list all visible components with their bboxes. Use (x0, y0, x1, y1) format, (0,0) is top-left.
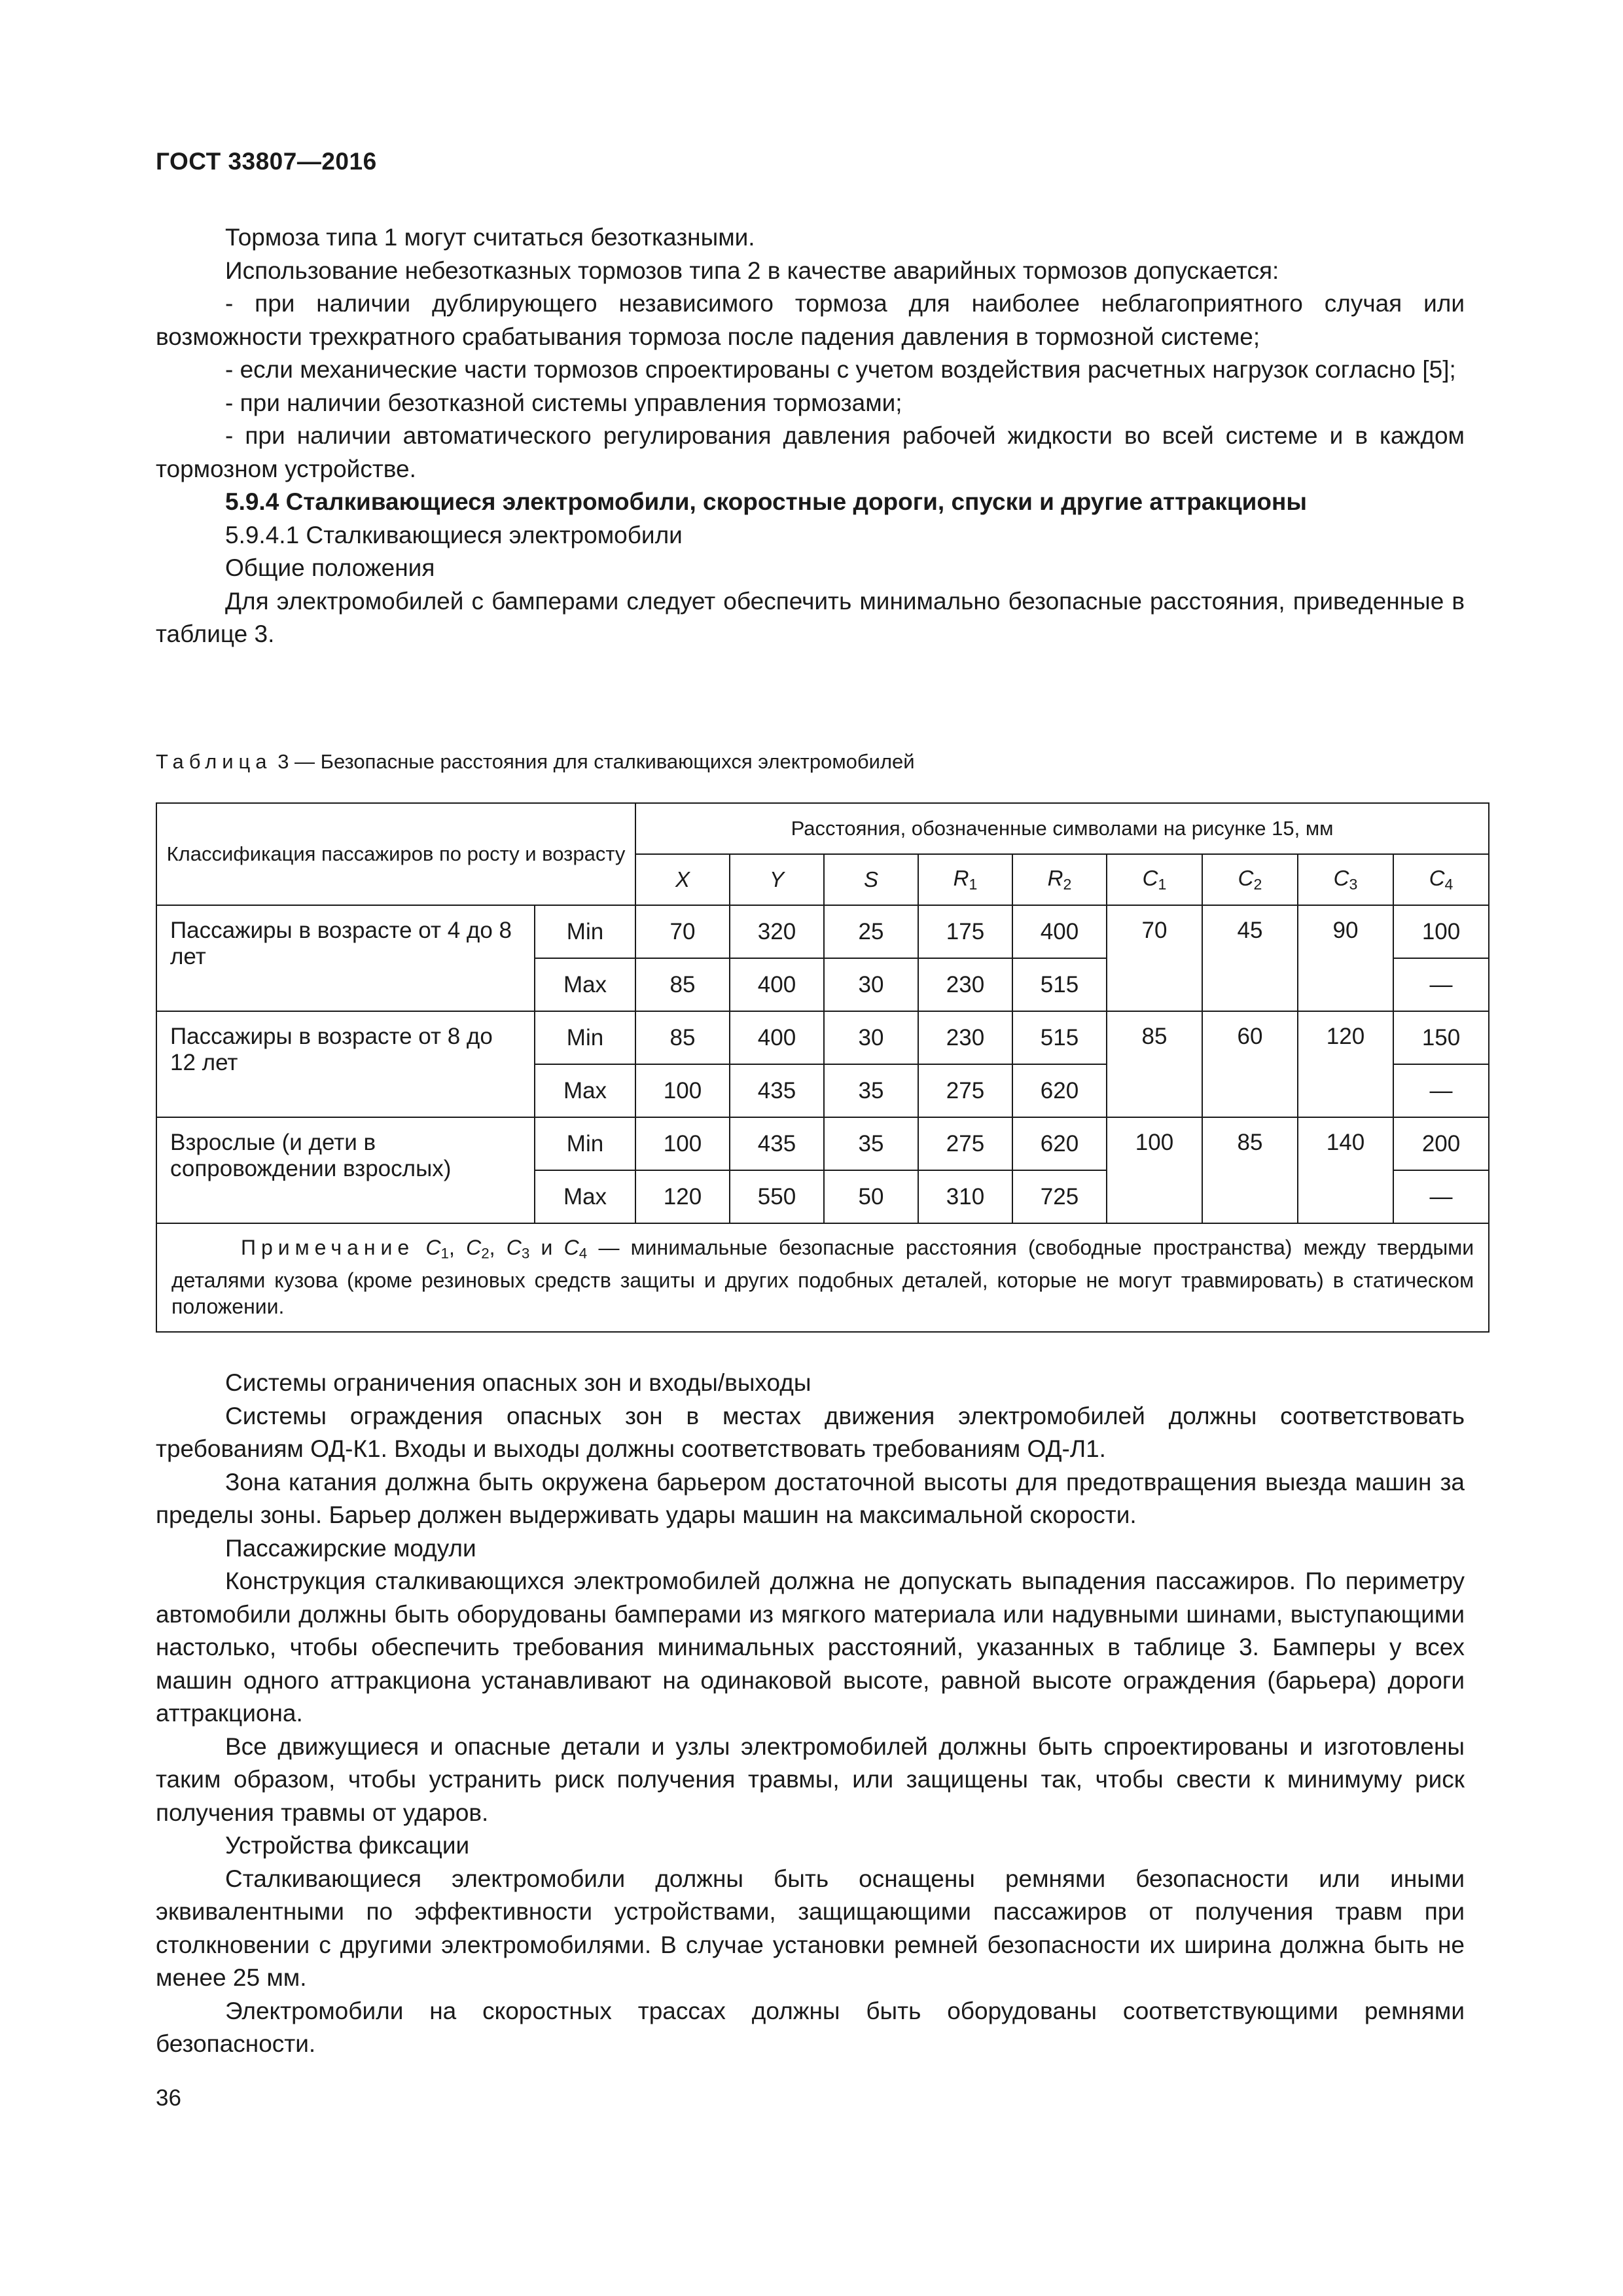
page-number: 36 (156, 2085, 181, 2111)
max-label: Max (535, 958, 635, 1011)
table-cell: 400 (730, 1011, 824, 1064)
table-cell: 200 (1393, 1117, 1489, 1170)
column-header: $R_1$ (918, 854, 1012, 905)
list-item: - при наличии безотказной системы управления тормозами; (225, 389, 902, 416)
table-cell: — (1393, 1064, 1489, 1117)
table-cell: 85 (635, 1011, 730, 1064)
max-label: Max (535, 1064, 635, 1117)
table-cell: 275 (918, 1064, 1012, 1117)
table-cell: 620 (1012, 1117, 1107, 1170)
dist-header: Расстояния, обозначенные символами на рисунке 15, мм (635, 803, 1489, 854)
note-word: Примечание (241, 1236, 415, 1259)
min-label: Min (535, 1117, 635, 1170)
table-cell: 35 (824, 1064, 918, 1117)
paragraph: Использование небезотказных тормозов типа 2 в качестве аварийных тормозов допускается: (225, 257, 1279, 284)
subheading: Устройства фиксации (225, 1832, 470, 1859)
table-cell: 100 (1107, 1117, 1202, 1223)
table-cell: — (1393, 958, 1489, 1011)
table-cell: 515 (1012, 958, 1107, 1011)
table-cell: 515 (1012, 1011, 1107, 1064)
table-cell: 30 (824, 1011, 918, 1064)
document-header: ГОСТ 33807—2016 (156, 148, 377, 175)
paragraph: Зона катания должна быть окружена барьером достаточной высоты для предотвращения выезда машин за пределы зоны. Барьер должен выдерживать удары машин на максимальной скорости. (156, 1468, 1465, 1528)
paragraph: Сталкивающиеся электромобили должны быть оснащены ремнями безопасности или иными эквивалентными по эффективности устройствами, защищающими пассажиров от получения травм при столкновении с другими электромобилями. В случае установки ремней безопасности их ширина должна быть не менее 25 мм. (156, 1865, 1465, 1991)
intro-text (156, 221, 1465, 651)
general-heading: Общие положения (225, 554, 435, 581)
table-cell: 400 (1012, 905, 1107, 958)
table-cell: 90 (1298, 905, 1393, 1011)
body-text (156, 1367, 1465, 2061)
table-cell: 320 (730, 905, 824, 958)
table-cell: 620 (1012, 1064, 1107, 1117)
table-cell: 85 (635, 958, 730, 1011)
table-cell: 85 (1202, 1117, 1298, 1223)
subheading: Системы ограничения опасных зон и входы/выходы (225, 1369, 812, 1396)
distances-table (156, 802, 1489, 1333)
subsection-title: 5.9.4.1 Сталкивающиеся электромобили (225, 521, 683, 548)
class-header: Классификация пассажиров по росту и возрасту (156, 803, 635, 905)
table-cell: 175 (918, 905, 1012, 958)
table-cell: 310 (918, 1170, 1012, 1223)
column-header: $C_4$ (1393, 854, 1489, 905)
table-cell: 50 (824, 1170, 918, 1223)
group-label: Пассажиры в возрасте от 8 до 12 лет (156, 1011, 535, 1117)
paragraph: Для электромобилей с бамперами следует обеспечить минимально безопасные расстояния, приведенные в таблице 3. (156, 587, 1465, 647)
table-cell: 725 (1012, 1170, 1107, 1223)
table-cell: 275 (918, 1117, 1012, 1170)
table-cell: — (1393, 1170, 1489, 1223)
table-row (156, 905, 1489, 958)
table-cell: 45 (1202, 905, 1298, 1011)
paragraph: Электромобили на скоростных трассах должны быть оборудованы соответствующими ремнями безопасности. (156, 1997, 1465, 2057)
section-title: 5.9.4 Сталкивающиеся электромобили, скоростные дороги, спуски и другие аттракционы (225, 488, 1307, 515)
list-item: - при наличии автоматического регулирования давления рабочей жидкости во всей системе и в каждом тормозном устройстве. (156, 422, 1465, 482)
max-label: Max (535, 1170, 635, 1223)
table-caption (156, 750, 915, 774)
table-row (156, 1011, 1489, 1064)
table-cell: 150 (1393, 1011, 1489, 1064)
table-cell: 435 (730, 1064, 824, 1117)
table-cell: 435 (730, 1117, 824, 1170)
paragraph: Системы ограждения опасных зон в местах движения электромобилей должны соответствовать требованиям ОД-К1. Входы и выходы должны соответствовать требованиям ОД-Л1. (156, 1402, 1465, 1462)
table-cell: 120 (1298, 1011, 1393, 1117)
table-cell: 100 (635, 1064, 730, 1117)
column-header: X (635, 854, 730, 905)
table-cell: 100 (635, 1117, 730, 1170)
group-label: Пассажиры в возрасте от 4 до 8 лет (156, 905, 535, 1011)
column-header: $C_3$ (1298, 854, 1393, 905)
table-cell: 140 (1298, 1117, 1393, 1223)
note-text: — минимальные безопасные расстояния (свободные пространства) между твердыми деталями кузова (кроме резиновых средств защиты и других подобных деталей, которые не могут травмировать) в статическом положении. (171, 1236, 1474, 1318)
column-header: $C_2$ (1202, 854, 1298, 905)
table-cell: 100 (1393, 905, 1489, 958)
column-header: $R_2$ (1012, 854, 1107, 905)
table-cell: 60 (1202, 1011, 1298, 1117)
subheading: Пассажирские модули (225, 1534, 476, 1562)
list-item: - если механические части тормозов спроектированы с учетом воздействия расчетных нагрузок согласно [5]; (225, 356, 1456, 383)
min-label: Min (535, 1011, 635, 1064)
group-label: Взрослые (и дети в сопровождении взрослых) (156, 1117, 535, 1223)
table-cell: 230 (918, 958, 1012, 1011)
table-cell: 120 (635, 1170, 730, 1223)
paragraph: Все движущиеся и опасные детали и узлы электромобилей должны быть спроектированы и изготовлены таким образом, чтобы устранить риск получения травмы, или защищены так, чтобы свести к минимуму риск получения травмы от ударов. (156, 1732, 1465, 1826)
table-cell: 85 (1107, 1011, 1202, 1117)
paragraph: Тормоза типа 1 могут считаться безотказными. (225, 224, 755, 251)
column-header: S (824, 854, 918, 905)
table-row (156, 1117, 1489, 1170)
table-caption-word: Таблица (156, 750, 272, 773)
table-cell: 25 (824, 905, 918, 958)
table-cell: 400 (730, 958, 824, 1011)
column-header: $C_1$ (1107, 854, 1202, 905)
table-cell: 230 (918, 1011, 1012, 1064)
table-note: Примечание $C_1$, $C_2$, $C_3$ и $C_4$ — минимальные безопасные расстояния (свободные пространства) между твердыми деталями кузова (кроме резиновых средств защиты и других подобных деталей, которые не могут травмировать) в статическом положении. (156, 1223, 1489, 1332)
list-item: - при наличии дублирующего независимого тормоза для наиболее неблагоприятного случая или возможности трехкратного срабатывания тормоза после падения давления в тормозной системе; (156, 290, 1465, 350)
column-header: Y (730, 854, 824, 905)
table-caption-text: 3 — Безопасные расстояния для сталкивающихся электромобилей (277, 750, 915, 773)
table-cell: 30 (824, 958, 918, 1011)
min-label: Min (535, 905, 635, 958)
table-cell: 70 (1107, 905, 1202, 1011)
table-cell: 35 (824, 1117, 918, 1170)
paragraph: Конструкция сталкивающихся электромобилей должна не допускать выпадения пассажиров. По периметру автомобили должны быть оборудованы бамперами из мягкого материала или надувными шинами, выступающими настолько, чтобы обеспечить требования минимальных расстояний, указанных в таблице 3. Бамперы у всех машин одного аттракциона устанавливают на одинаковой высоте, равной высоте ограждения (барьера) дороги аттракциона. (156, 1568, 1465, 1727)
table-cell: 550 (730, 1170, 824, 1223)
table-cell: 70 (635, 905, 730, 958)
